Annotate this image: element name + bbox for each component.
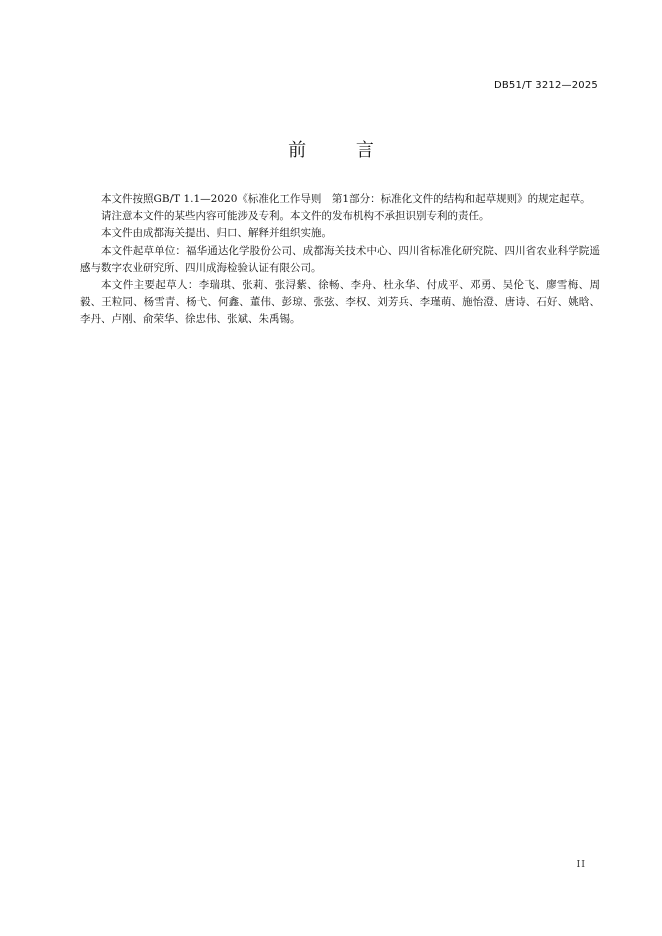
paragraph-drafting-rules: 本文件按照GB/T 1.1—2020《标准化工作导则 第1部分：标准化文件的结构和起草规则》的规定起草。 [101, 193, 591, 205]
page-title: 前 言 [288, 140, 396, 161]
foreword-body [80, 191, 600, 329]
paragraph-drafting-units: 本文件起草单位：福华通达化学股份公司、成都海关技术中心、四川省标准化研究院、四川省农业科学院遥感与数字农业研究所、四川成海检验认证有限公司。 [80, 244, 600, 274]
paragraph-drafters: 本文件主要起草人：李瑞琪、张莉、张浔紫、徐畅、李舟、杜永华、付成平、邓勇、吴伦飞、廖雪梅、周毅、王粒同、杨雪青、杨弋、何鑫、董伟、彭琼、张弦、李权、刘芳兵、李瑾萌、施怡澄、唐诗、石好、姚晗、李丹、卢刚、俞荣华、徐忠伟、张斌、朱禹锡。 [80, 279, 600, 326]
paragraph-proposer: 本文件由成都海关提出、归口、解释并组织实施。 [101, 227, 332, 240]
document-code: DB51/T 3212—2025 [493, 80, 598, 91]
page-number: II [576, 859, 586, 870]
paragraph-patent-notice: 请注意本文件的某些内容可能涉及专利。本文件的发布机构不承担识别专利的责任。 [101, 210, 490, 223]
